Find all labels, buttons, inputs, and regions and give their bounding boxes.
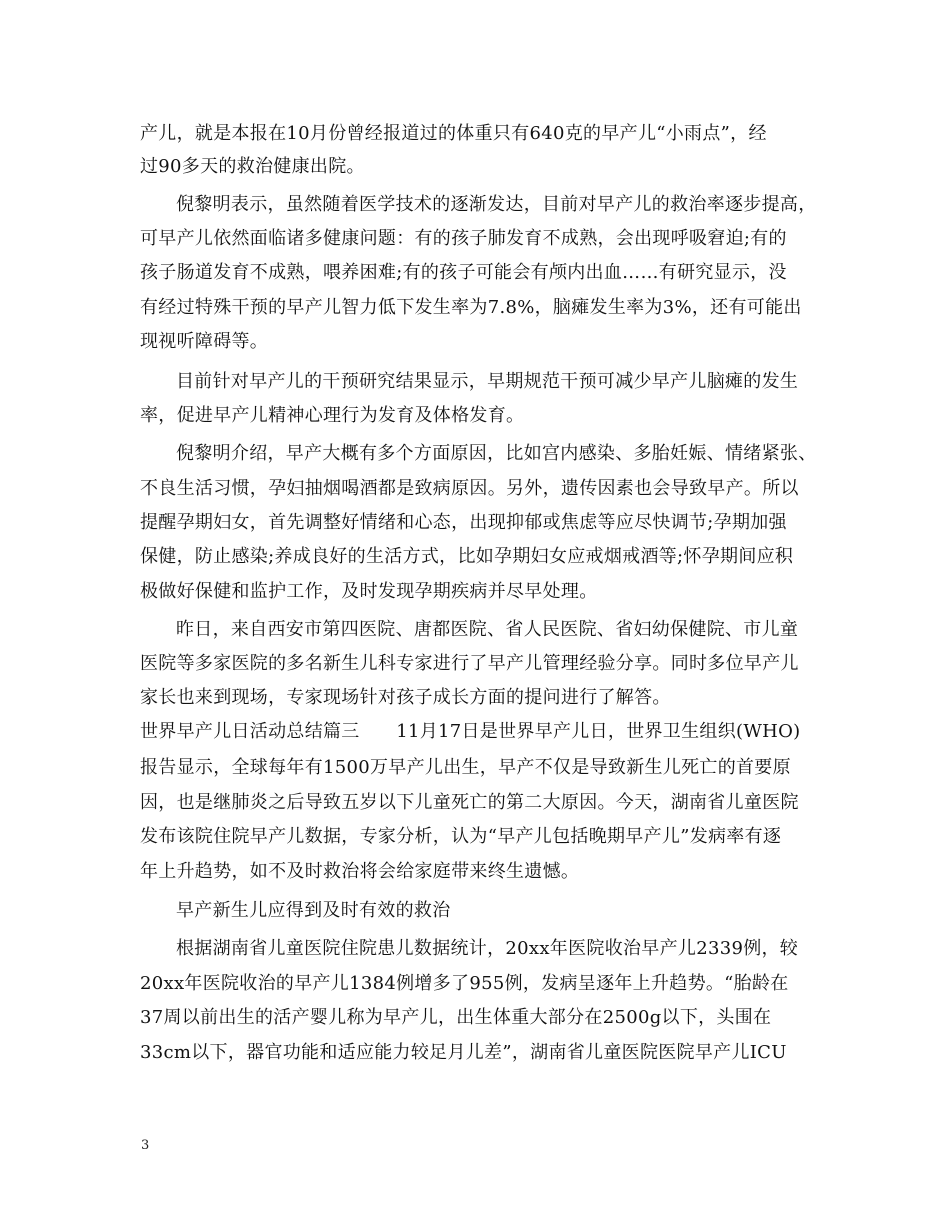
page-number: 3 bbox=[141, 1138, 150, 1153]
text-line-14: 极做好保健和监护工作，及时发现孕期疾病并尽早处理。 bbox=[140, 581, 598, 602]
text-line-11: 不良生活习惯，孕妇抽烟喝酒都是致病原因。另外，遗传因素也会导致早产。所以 bbox=[140, 478, 799, 499]
text-line-4: 可早产儿依然面临诸多健康问题：有的孩子肺发育不成熟，会出现呼吸窘迫;有的 bbox=[140, 228, 787, 249]
text-line-15: 昨日，来自西安市第四医院、唐都医院、省人民医院、省妇幼保健院、市儿童 bbox=[176, 619, 799, 640]
text-line-24: 根据湖南省儿童医院住院患儿数据统计，20xx年医院收治早产儿2339例，较 bbox=[176, 938, 799, 959]
text-line-17: 家长也来到现场，专家现场针对孩子成长方面的提问进行了解答。 bbox=[140, 687, 671, 708]
text-line-2: 过90多天的救治健康出院。 bbox=[140, 156, 365, 177]
text-line-23: 早产新生儿应得到及时有效的救治 bbox=[176, 900, 451, 921]
text-line-21: 发布该院住院早产儿数据，专家分析，认为“早产儿包括晚期早产儿”发病率有逐 bbox=[140, 826, 782, 847]
text-line-7: 现视听障碍等。 bbox=[140, 331, 269, 352]
text-line-6: 有经过特殊干预的早产儿智力低下发生率为7.8%，脑瘫发生率为3%，还有可能出 bbox=[140, 297, 802, 318]
text-line-3: 倪黎明表示，虽然随着医学技术的逐渐发达，目前对早产儿的救治率逐步提高， bbox=[176, 194, 817, 215]
text-line-5: 孩子肠道发育不成熟，喂养困难;有的孩子可能会有颅内出血……有研究显示，没 bbox=[140, 262, 787, 283]
text-line-18: 世界早产儿日活动总结篇三 11月17日是世界早产儿日，世界卫生组织(WHO) bbox=[140, 721, 801, 742]
text-line-25: 20xx年医院收治的早产儿1384例增多了955例，发病呈逐年上升趋势。“胎龄在 bbox=[140, 973, 789, 994]
text-line-26: 37周以前出生的活产婴儿称为早产儿，出生体重大部分在2500g以下，头围在 bbox=[140, 1007, 772, 1028]
text-line-1: 产儿，就是本报在10月份曾经报道过的体重只有640克的早产儿“小雨点”，经 bbox=[140, 123, 767, 144]
text-line-20: 因，也是继肺炎之后导致五岁以下儿童死亡的第二大原因。今天，湖南省儿童医院 bbox=[140, 792, 799, 813]
text-line-12: 提醒孕期妇女，首先调整好情绪和心态，出现抑郁或焦虑等应尽快调节;孕期加强 bbox=[140, 512, 787, 533]
text-line-19: 报告显示，全球每年有1500万早产儿出生，早产不仅是导致新生儿死亡的首要原 bbox=[140, 757, 791, 778]
text-line-27: 33cm以下，器官功能和适应能力较足月儿差”，湖南省儿童医院医院早产儿ICU bbox=[140, 1042, 787, 1063]
text-line-13: 保健，防止感染;养成良好的生活方式，比如孕期妇女应戒烟戒酒等;怀孕期间应积 bbox=[140, 546, 794, 567]
text-line-9: 率，促进早产儿精神心理行为发育及体格发育。 bbox=[140, 405, 525, 426]
text-line-16: 医院等多家医院的多名新生儿科专家进行了早产儿管理经验分享。同时多位早产儿 bbox=[140, 653, 799, 674]
text-line-8: 目前针对早产儿的干预研究结果显示，早期规范干预可减少早产儿脑瘫的发生 bbox=[176, 371, 799, 392]
text-line-22: 年上升趋势，如不及时救治将会给家庭带来终生遗憾。 bbox=[140, 861, 580, 882]
text-line-10: 倪黎明介绍，早产大概有多个方面原因，比如宫内感染、多胎妊娠、情绪紧张、 bbox=[176, 443, 817, 464]
